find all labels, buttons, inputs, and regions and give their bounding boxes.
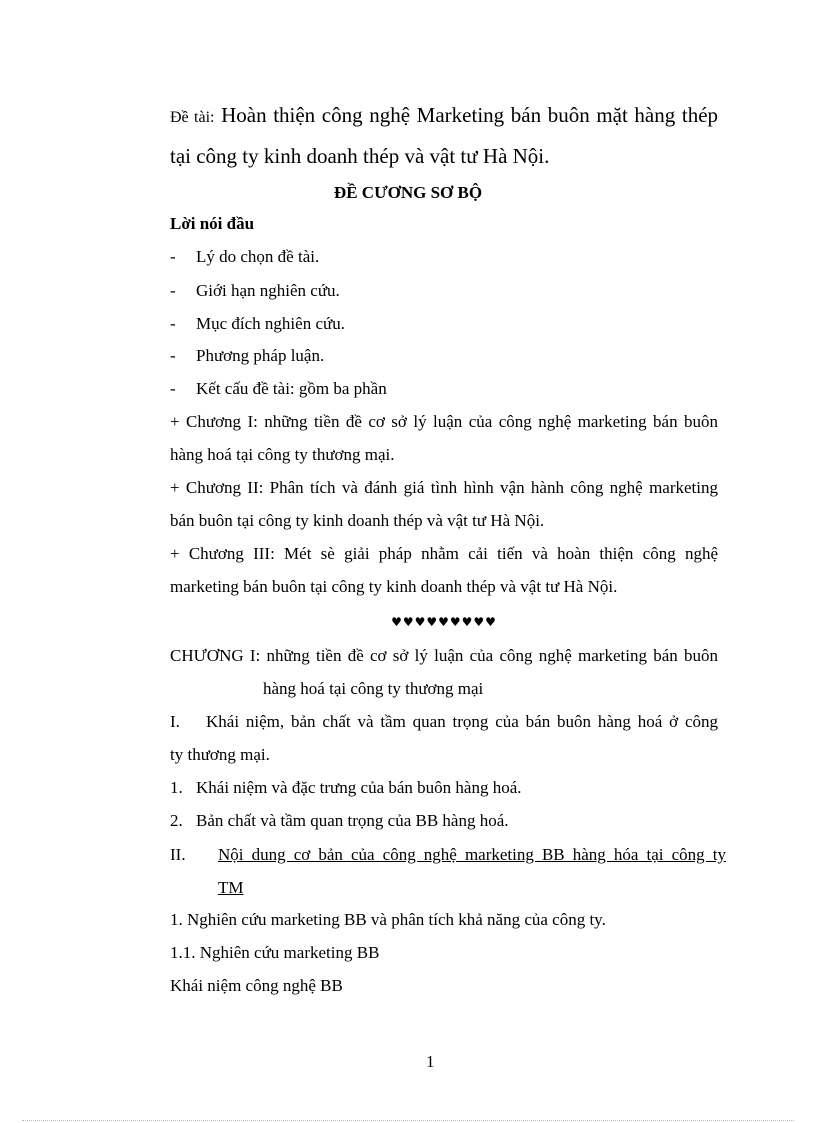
- preface-item-text: Mục đích nghiên cứu.: [196, 314, 345, 333]
- subsection-heading: 1. Nghiên cứu marketing BB và phân tích khả năng của công ty.: [170, 910, 606, 929]
- part-2-line-1: + Chương II: Phân tích và đánh giá tình hình vận hành công nghệ marketing: [170, 478, 718, 497]
- section-1-text: Khái niệm, bản chất và tầm quan trọng của bán buôn hàng hoá ở công: [206, 712, 718, 731]
- preface-item-text: Giới hạn nghiên cứu.: [196, 281, 340, 300]
- item-number: 2.: [170, 811, 183, 830]
- chapter-heading-line-2: hàng hoá tại công ty thương mại: [263, 679, 484, 698]
- title-text: Hoàn thiện công nghệ Marketing bán buôn mặt hàng thép: [221, 103, 719, 127]
- title-lead: Đề tài:: [170, 109, 215, 126]
- section-1-item: [170, 777, 522, 799]
- section-2-line-1: Nội dung cơ bản của công nghệ marketing BB hàng hóa tại công ty: [218, 845, 726, 864]
- preface-item: [170, 280, 340, 302]
- section-2-line-2: TM: [218, 878, 244, 897]
- document-title-line-2: tại công ty kinh doanh thép và vật tư Hà Nội.: [170, 144, 550, 168]
- bullet-dash: -: [170, 314, 176, 333]
- preface-item: [170, 378, 387, 400]
- part-1-line-2: hàng hoá tại công ty thương mại.: [170, 445, 395, 464]
- document-title-line-1: [170, 102, 718, 131]
- item-number: 1.: [170, 778, 183, 797]
- bullet-dash: -: [170, 379, 176, 398]
- page-number: 1: [426, 1052, 435, 1071]
- preface-item: [170, 345, 324, 367]
- section-1-line-1: [170, 711, 718, 733]
- section-1-item: [170, 810, 509, 832]
- preface-item: [170, 313, 345, 335]
- item-text: Bản chất và tầm quan trọng của BB hàng hoá.: [196, 811, 509, 830]
- preface-heading: Lời nói đầu: [170, 214, 255, 233]
- bullet-dash: -: [170, 247, 176, 266]
- subsection-heading: 1.1. Nghiên cứu marketing BB: [170, 943, 380, 962]
- part-2-line-2: bán buôn tại công ty kinh doanh thép và vật tư Hà Nội.: [170, 511, 545, 530]
- section-2-number: II.: [170, 845, 186, 864]
- subsection-heading: Khái niệm công nghệ BB: [170, 976, 343, 995]
- chapter-heading-line-1: CHƯƠNG I: những tiền đề cơ sở lý luận của công nghệ marketing bán buôn: [170, 646, 718, 665]
- bullet-dash: -: [170, 346, 176, 365]
- section-1-line-2: ty thương mại.: [170, 745, 270, 764]
- part-1-line-1: + Chương I: những tiền đề cơ sở lý luận của công nghệ marketing bán buôn: [170, 412, 718, 431]
- item-text: Khái niệm và đặc trưng của bán buôn hàng hoá.: [196, 778, 522, 797]
- page-bottom-border: [22, 1120, 794, 1121]
- bullet-dash: -: [170, 281, 176, 300]
- preface-item-text: Kết cấu đề tài: gồm ba phần: [196, 379, 387, 398]
- preface-item-text: Phương pháp luận.: [196, 346, 325, 365]
- preface-item: [170, 246, 319, 268]
- part-3-line-2: marketing bán buôn tại công ty kinh doanh thép và vật tư Hà Nội.: [170, 577, 618, 596]
- section-1-number: I.: [170, 712, 180, 731]
- part-3-line-1: + Chương III: Mét sè giải pháp nhằm cải tiến và hoàn thiện công nghệ: [170, 544, 718, 563]
- heart-separator: ♥♥♥♥♥♥♥♥♥: [391, 615, 497, 629]
- preface-item-text: Lý do chọn đề tài.: [196, 247, 320, 266]
- outline-heading: ĐỀ CƯƠNG SƠ BỘ: [333, 183, 483, 202]
